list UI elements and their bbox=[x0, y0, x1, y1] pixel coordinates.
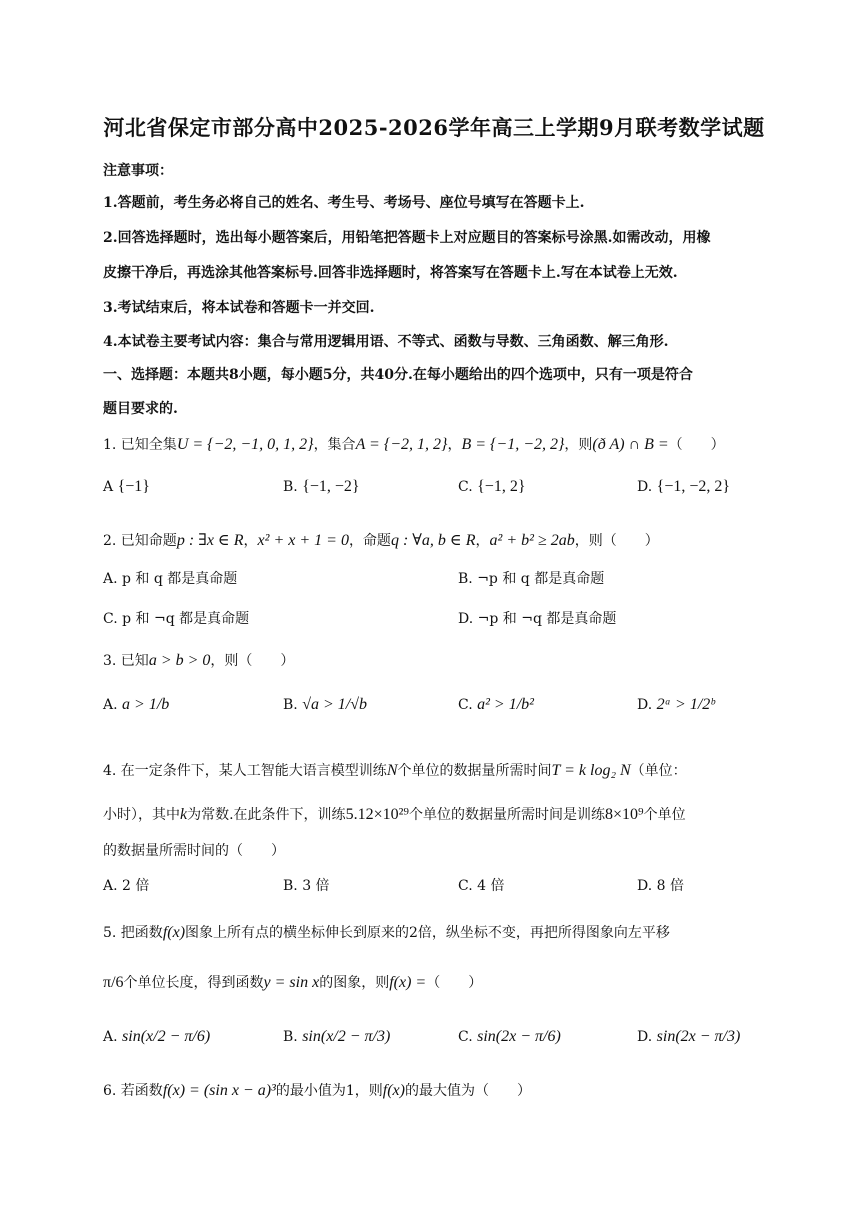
q1-option-d[interactable]: D. {−1, −2, 2} bbox=[637, 478, 731, 495]
set-b: B = {−1, −2, 2} bbox=[461, 436, 565, 453]
question-6-stem: 6. 若函数f(x) = (sin x − a)³的最小值为1，则f(x)的最大值为（ ） bbox=[103, 1082, 531, 1099]
q3-option-b[interactable]: B. √a > 1/√b bbox=[283, 696, 368, 713]
question-4-stem-2: 小时），其中k为常数.在此条件下，训练5.12×10²⁹个单位的数据量所需时间是训练8×10⁹个单位 bbox=[103, 806, 686, 823]
q1-option-c[interactable]: C. {−1, 2} bbox=[458, 478, 526, 495]
q5-option-c[interactable]: C. sin(2x − π/6) bbox=[458, 1028, 561, 1045]
section-heading: 一、选择题：本题共8小题，每小题5分，共40分.在每小题给出的四个选项中，只有一项是符合 bbox=[103, 367, 693, 383]
set-a: A = {−2, 1, 2} bbox=[355, 436, 448, 453]
q3-option-d[interactable]: D. 2ᵃ > 1/2ᵇ bbox=[637, 696, 715, 713]
q1-option-a[interactable]: A {−1} bbox=[103, 478, 150, 495]
q4-option-c[interactable]: C. 4 倍 bbox=[458, 878, 505, 894]
q5-option-a[interactable]: A. sin(x/2 − π/6) bbox=[103, 1028, 211, 1045]
q5-option-d[interactable]: D. sin(2x − π/3) bbox=[637, 1028, 741, 1045]
question-5-stem-2: π/6个单位长度，得到函数y = sin x的图象，则f(x) =（ ） bbox=[103, 974, 483, 991]
question-4-stem-1: 4. 在一定条件下，某人工智能大语言模型训练N个单位的数据量所需时间T = k log₂ N（单位： bbox=[103, 762, 687, 779]
notice-heading: 注意事项： bbox=[103, 163, 173, 179]
q2-option-d[interactable]: D. ¬p 和 ¬q 都是真命题 bbox=[458, 611, 617, 627]
set-u: U = {−2, −1, 0, 1, 2} bbox=[176, 436, 314, 453]
q3-option-c[interactable]: C. a² > 1/b² bbox=[458, 696, 534, 713]
notice-item-2: 2.回答选择题时，选出每小题答案后，用铅笔把答题卡上对应题目的答案标号涂黑.如需改动，用橡 bbox=[103, 230, 711, 246]
q2-option-c[interactable]: C. p 和 ¬q 都是真命题 bbox=[103, 611, 250, 627]
page-title: 河北省保定市部分高中2025-2026学年高三上学期9月联考数学试题 bbox=[103, 115, 765, 140]
q2-option-b[interactable]: B. ¬p 和 q 都是真命题 bbox=[458, 571, 605, 587]
question-5-stem-1: 5. 把函数f(x)图象上所有点的横坐标伸长到原来的2倍，纵坐标不变，再把所得图象向左平移 bbox=[103, 924, 670, 941]
q4-option-b[interactable]: B. 3 倍 bbox=[283, 878, 330, 894]
notice-item-2-cont: 皮擦干净后，再选涂其他答案标号.回答非选择题时，将答案写在答题卡上.写在本试卷上无效. bbox=[103, 265, 678, 281]
question-4-stem-3: 的数据量所需时间的（ ） bbox=[103, 843, 285, 859]
q3-option-a[interactable]: A. a > 1/b bbox=[103, 696, 170, 713]
q4-option-a[interactable]: A. 2 倍 bbox=[103, 878, 150, 894]
notice-item-1: 1.答题前，考生务必将自己的姓名、考生号、考场号、座位号填写在答题卡上. bbox=[103, 195, 585, 211]
section-heading-cont: 题目要求的. bbox=[103, 401, 178, 417]
notice-item-4: 4.本试卷主要考试内容：集合与常用逻辑用语、不等式、函数与导数、三角函数、解三角形. bbox=[103, 334, 669, 350]
q5-option-b[interactable]: B. sin(x/2 − π/3) bbox=[283, 1028, 391, 1045]
q1-option-b[interactable]: B. {−1, −2} bbox=[283, 478, 360, 495]
q2-option-a[interactable]: A. p 和 q 都是真命题 bbox=[103, 571, 238, 587]
question-3-stem: 3. 已知a > b > 0，则（ ） bbox=[103, 652, 295, 669]
question-1-stem: 1. 已知全集U = {−2, −1, 0, 1, 2}，集合A = {−2, 1, 2}，B = {−1, −2, 2}，则(ð A) ∩ B =（ ） bbox=[103, 436, 725, 453]
question-2-stem: 2. 已知命题p : ∃x ∈ R，x² + x + 1 = 0，命题q : ∀a, b ∈ R，a² + b² ≥ 2ab，则（ ） bbox=[103, 532, 659, 549]
notice-item-3: 3.考试结束后，将本试卷和答题卡一并交回. bbox=[103, 300, 375, 316]
complement-expr: (ð A) ∩ B = bbox=[592, 436, 669, 453]
q4-option-d[interactable]: D. 8 倍 bbox=[637, 878, 684, 894]
